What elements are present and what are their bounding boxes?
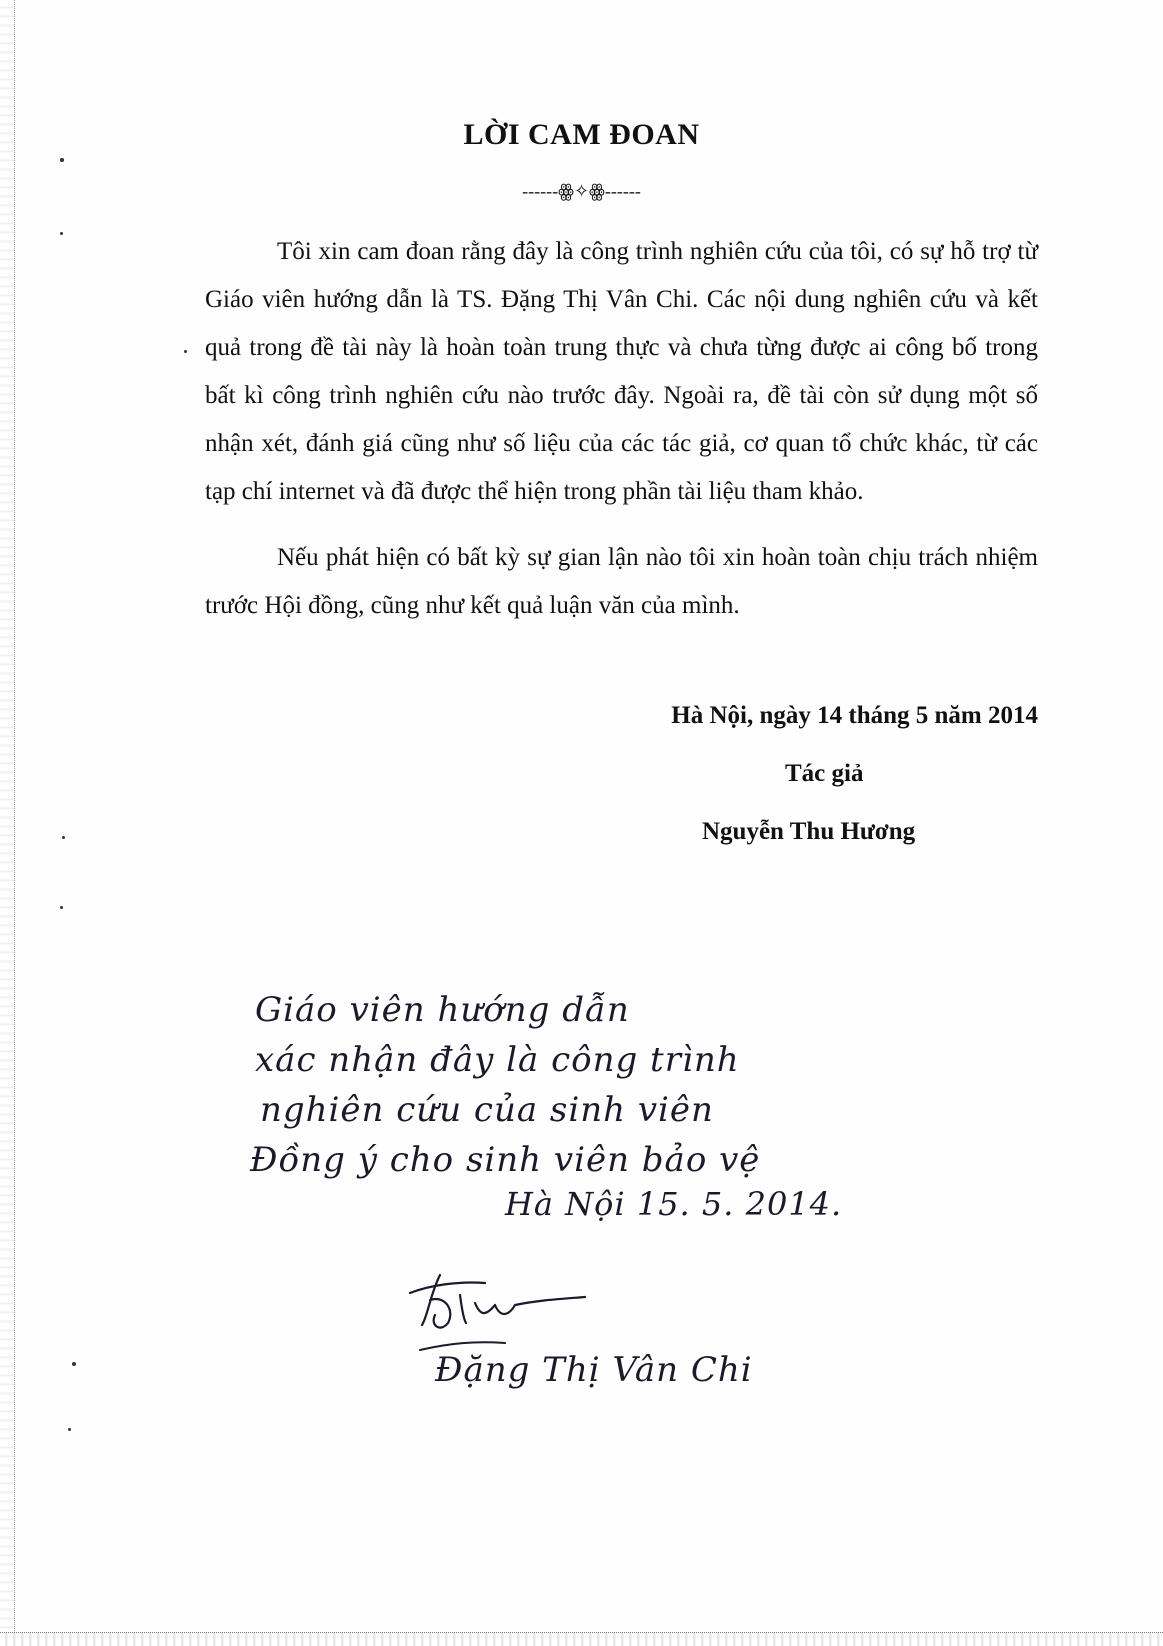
handwritten-line: nghiên cứu của sinh viên — [260, 1090, 714, 1130]
scan-speck — [60, 158, 64, 162]
handwritten-line: Giáo viên hướng dẫn — [255, 990, 630, 1030]
scan-edge-left — [0, 0, 15, 1645]
handwritten-line: Hà Nội 15. 5. 2014. — [505, 1185, 843, 1223]
declaration-body — [205, 228, 1038, 648]
signature-mark — [400, 1255, 620, 1365]
page-title: LỜI CAM ĐOAN — [463, 118, 700, 151]
scan-speck — [184, 350, 187, 353]
declaration-paragraph: Tôi xin cam đoan rằng đây là công trình nghiên cứu của tôi, có sự hỗ trợ từ Giáo viên hướng dẫn là TS. Đặng Thị Vân Chi. Các nội dung nghiên cứu và kết quả trong đề tài này là hoàn toàn trung thực và chưa từng được ai công bố trong bất kì công trình nghiên cứu nào trước đây. Ngoài ra, đề tài còn sử dụng một số nhận xét, đánh giá cũng như số liệu của các tác giả, cơ quan tổ chức khác, từ các tạp chí internet và đã được thể hiện trong phần tài liệu tham khảo. — [205, 238, 1038, 505]
handwritten-signer-name: Đặng Thị Vân Chi — [435, 1350, 753, 1390]
author-name: Nguyễn Thu Hương — [702, 818, 916, 845]
date-line: Hà Nội, ngày 14 tháng 5 năm 2014 — [671, 702, 1038, 729]
declaration-paragraph: Nếu phát hiện có bất kỳ sự gian lận nào tôi xin hoàn toàn chịu trách nhiệm trước Hội đồng, cũng như kết quả luận văn của mình. — [205, 544, 1038, 619]
scan-speck — [62, 836, 65, 839]
title-ornament: ------ꙮ✧ꙮ------ — [522, 181, 641, 201]
handwritten-line: xác nhận đây là công trình — [255, 1040, 740, 1080]
scan-speck — [60, 232, 63, 235]
author-label: Tác giả — [785, 760, 864, 787]
scan-speck — [60, 906, 63, 909]
handwritten-line: Đồng ý cho sinh viên bảo vệ — [250, 1140, 761, 1180]
scan-edge-bottom — [0, 1632, 1163, 1646]
scan-speck — [68, 1428, 71, 1431]
scan-speck — [72, 1362, 76, 1366]
